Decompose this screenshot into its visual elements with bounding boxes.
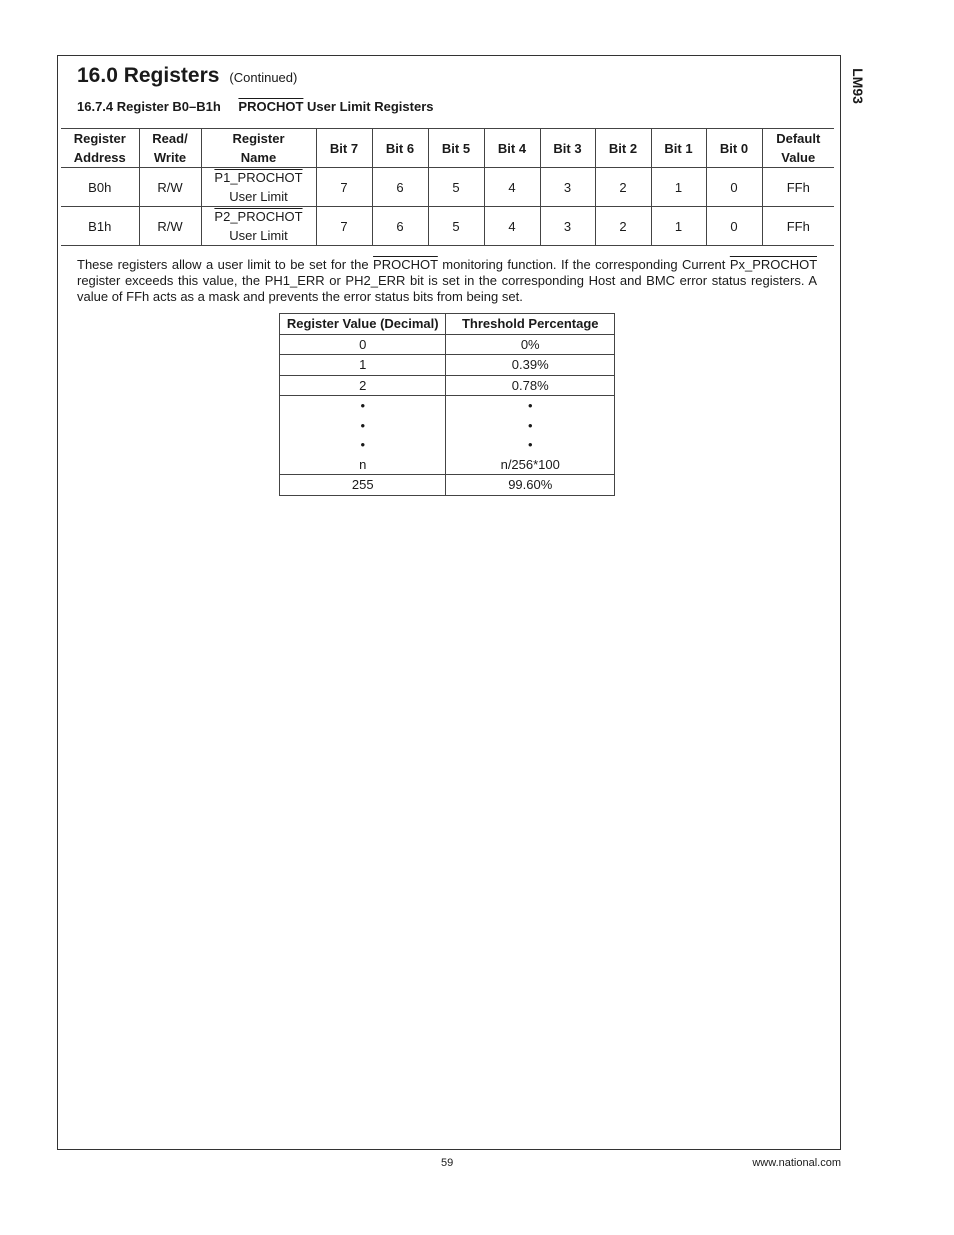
header-bit-0: Bit 0 — [706, 129, 762, 168]
register-value: 2 — [280, 375, 446, 396]
bullet-dot: • — [360, 398, 366, 413]
table-row — [61, 168, 834, 207]
header-register-name: Register Name — [201, 129, 316, 168]
register-value: 255 — [280, 475, 446, 496]
threshold-formula: n/256*100 — [500, 456, 560, 472]
subsection-prefix: 16.7.4 Register B0–B1h — [77, 99, 221, 114]
header-bit-2: Bit 2 — [595, 129, 651, 168]
default-value: FFh — [786, 179, 810, 195]
bit-value: 1 — [651, 168, 706, 207]
register-value: 1 — [280, 355, 446, 376]
side-product-label — [846, 56, 870, 116]
header-register-address: Register Address — [61, 129, 139, 168]
threshold-table — [279, 313, 615, 496]
table-row — [280, 334, 615, 355]
read-write: R/W — [139, 207, 201, 246]
header-bit-1: Bit 1 — [651, 129, 706, 168]
bit-value: 0 — [706, 168, 762, 207]
website-link[interactable]: www.national.com — [752, 1157, 841, 1169]
threshold-percentage-stack — [446, 396, 615, 475]
bullet-dot: • — [527, 437, 533, 452]
header-bit-3: Bit 3 — [540, 129, 595, 168]
title-continued: (Continued) — [229, 70, 298, 85]
threshold-percentage: 0% — [446, 334, 615, 355]
bit-value: 2 — [595, 207, 651, 246]
table-row — [61, 207, 834, 246]
subsection-suffix: User Limit Registers — [307, 99, 434, 114]
description-paragraph: These registers allow a user limit to be set for the PROCHOT monitoring function. If the corresponding Current Px_PROCHOT register exceeds this value, the PH1_ERR or PH2_ERR bit is set in the corresponding Host and BMC error status registers. A value of FFh acts as a mask and prevents the error status bits from being set. — [77, 257, 817, 304]
page-title — [77, 64, 297, 88]
table-row-ellipsis — [280, 396, 615, 475]
threshold-percentage: 99.60% — [446, 475, 615, 496]
bit-value: 7 — [316, 168, 372, 207]
default-value: FFh — [786, 218, 810, 234]
header-bit-4: Bit 4 — [484, 129, 540, 168]
register-table — [61, 128, 834, 246]
threshold-percentage: 0.39% — [446, 355, 615, 376]
bit-value: 4 — [484, 207, 540, 246]
bullet-dot: • — [360, 417, 366, 433]
bit-value: 5 — [428, 168, 484, 207]
bit-value: 1 — [651, 207, 706, 246]
header-read-write: Read/ Write — [139, 129, 201, 168]
register-value-n: n — [359, 456, 367, 472]
bit-value: 6 — [372, 207, 428, 246]
bit-value: 2 — [595, 168, 651, 207]
header-bit-6: Bit 6 — [372, 129, 428, 168]
bit-value: 0 — [706, 207, 762, 246]
bit-value: 3 — [540, 168, 595, 207]
register-name: P2_PROCHOT User Limit — [201, 207, 316, 246]
bullet-dot: • — [360, 437, 366, 452]
bullet-dot: • — [527, 417, 533, 433]
subsection-heading — [77, 99, 433, 114]
bit-value: 5 — [428, 207, 484, 246]
table-row — [280, 375, 615, 396]
side-label-text: LM93 — [850, 68, 866, 104]
bit-value: 3 — [540, 207, 595, 246]
table-row — [280, 475, 615, 496]
bullet-dot: • — [527, 398, 533, 413]
header-threshold-percentage: Threshold Percentage — [446, 314, 615, 335]
register-table-header-row — [61, 129, 834, 168]
register-value-stack — [280, 396, 446, 475]
header-default-value: Default Value — [776, 131, 821, 165]
register-address: B0h — [61, 168, 139, 207]
page-number: 59 — [441, 1157, 454, 1169]
threshold-percentage: 0.78% — [446, 375, 615, 396]
table-row — [280, 355, 615, 376]
bit-value: 4 — [484, 168, 540, 207]
register-value: 0 — [280, 334, 446, 355]
subsection-overlined: PROCHOT — [238, 99, 304, 114]
header-register-value: Register Value (Decimal) — [280, 314, 446, 335]
bit-value: 6 — [372, 168, 428, 207]
header-bit-7: Bit 7 — [316, 129, 372, 168]
header-bit-5: Bit 5 — [428, 129, 484, 168]
read-write: R/W — [139, 168, 201, 207]
bit-value: 7 — [316, 207, 372, 246]
register-address: B1h — [61, 207, 139, 246]
section-title: 16.0 Registers — [77, 64, 220, 87]
register-name: P1_PROCHOT User Limit — [201, 168, 316, 207]
threshold-header-row — [280, 314, 615, 335]
